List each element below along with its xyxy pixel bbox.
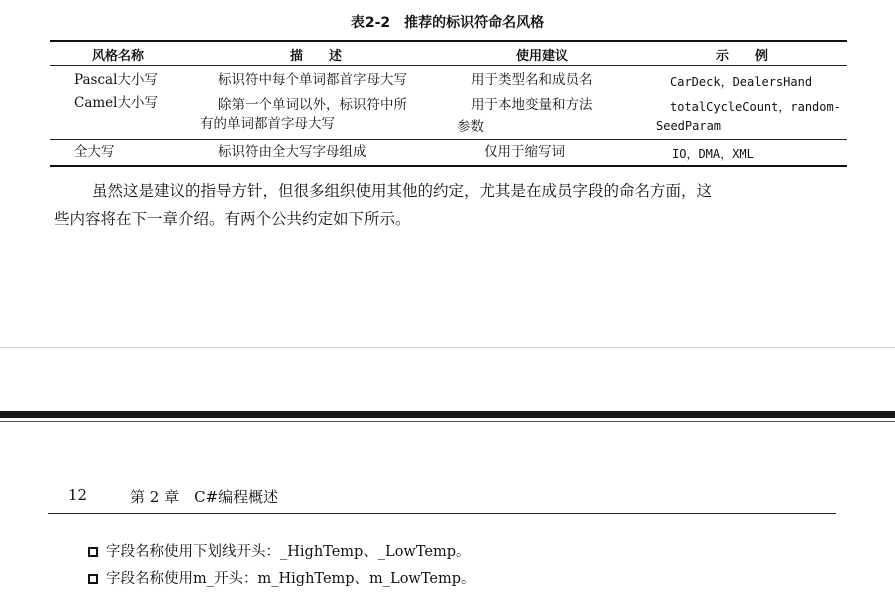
row-1-usage: 用于类型名和成员名 [471, 72, 593, 88]
bullet-item-2-text: 字段名称使用m_开头：m_HighTemp、m_LowTemp。 [106, 571, 476, 587]
chapter-title: 第 2 章 C#编程概述 [130, 488, 279, 506]
row-2-usage-line-2: 参数 [457, 119, 484, 135]
row-2-description-line-1: 除第一个单词以外，标识符中所 [218, 97, 407, 113]
row-2-description-line-2: 有的单词都首字母大写 [200, 116, 335, 132]
bullet-item-1 [88, 541, 471, 563]
row-2-style: Camel大小写 [74, 95, 158, 111]
faint-page-edge [0, 347, 895, 348]
header-description: 描 述 [290, 49, 343, 64]
page-separator-band [0, 411, 895, 418]
table-bottom-rule [50, 165, 847, 167]
row-1-style: Pascal大小写 [74, 72, 158, 88]
header-style-name: 风格名称 [92, 49, 145, 64]
row-1-example: CarDeck，DealersHand [670, 75, 813, 89]
table-top-rule [50, 40, 847, 42]
row-2-example-line-1: totalCycleCount，random- [670, 100, 841, 114]
table-header-rule [50, 65, 847, 66]
row-3-usage: 仅用于缩写词 [484, 144, 565, 160]
table-caption: 表2-2 推荐的标识符命名风格 [350, 15, 545, 31]
page-number: 12 [68, 486, 88, 504]
header-usage: 使用建议 [516, 49, 569, 64]
row-3-style: 全大写 [74, 144, 115, 160]
page-separator-line [0, 421, 895, 422]
checkbox-bullet-icon [88, 547, 98, 557]
checkbox-bullet-icon [88, 574, 98, 584]
paragraph-line-1: 虽然这是建议的指导方针，但很多组织使用其他的约定，尤其是在成员字段的命名方面，这 [92, 182, 713, 200]
bullet-item-1-text: 字段名称使用下划线开头：_HighTemp、_LowTemp。 [106, 544, 471, 560]
row-2-usage-line-1: 用于本地变量和方法 [471, 97, 593, 113]
header-example: 示 例 [716, 49, 769, 64]
row-3-description: 标识符由全大写字母组成 [218, 144, 367, 160]
row-2-example-line-2: SeedParam [656, 119, 722, 133]
row-1-description: 标识符中每个单词都首字母大写 [218, 72, 407, 88]
running-header-rule [48, 513, 836, 514]
paragraph-line-2: 些内容将在下一章介绍。有两个公共约定如下所示。 [54, 210, 411, 228]
table-row-rule [50, 139, 847, 140]
row-3-example: IO，DMA，XML [672, 147, 754, 161]
bullet-item-2 [88, 568, 476, 590]
